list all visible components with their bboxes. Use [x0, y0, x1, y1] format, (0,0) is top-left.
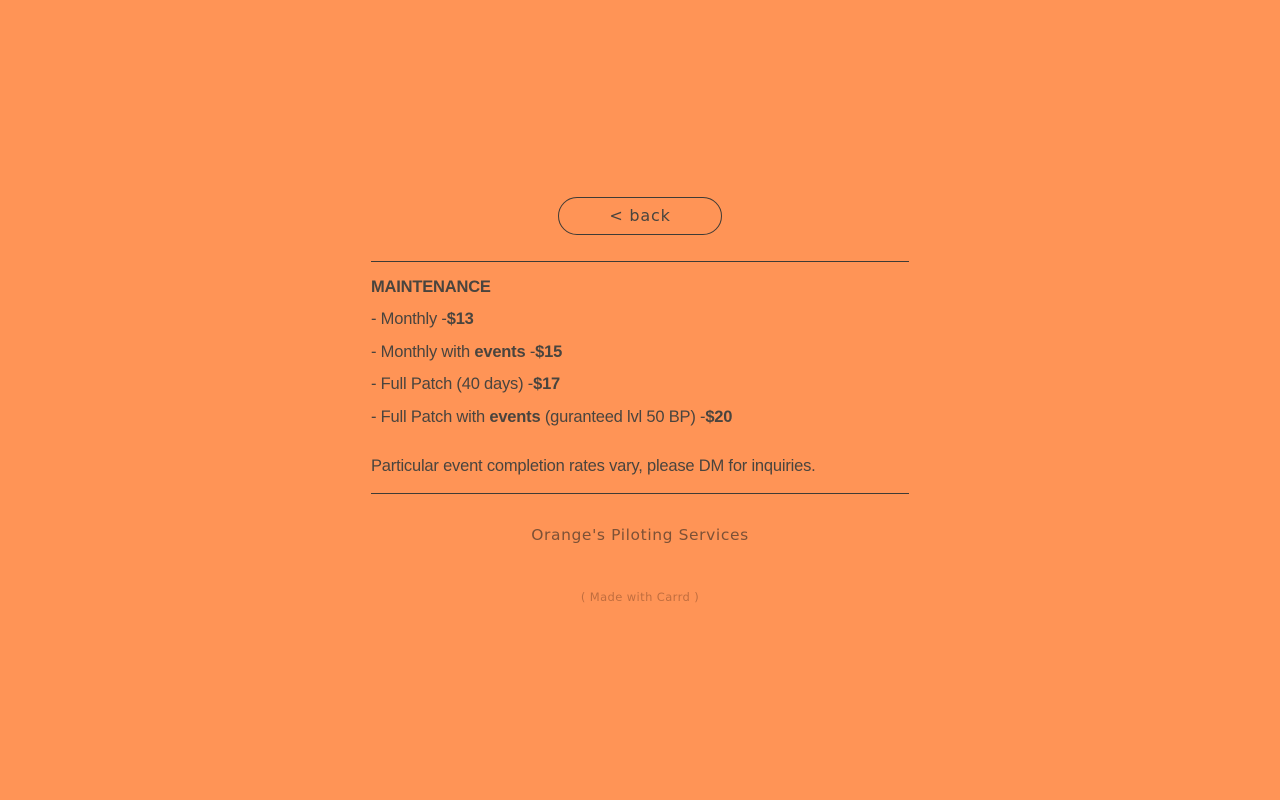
line-text: (guranteed lvl 50 BP) - [540, 407, 706, 426]
price-value: $20 [705, 407, 733, 426]
price-value: $15 [535, 342, 563, 361]
pricing-section [371, 262, 909, 493]
line-text: - Monthly - [371, 310, 447, 328]
price-value: $17 [533, 375, 561, 393]
price-value: $13 [446, 310, 474, 328]
site-title: Orange's Piloting Services [531, 525, 749, 544]
line-text: - [525, 342, 536, 361]
emphasis-text: events [489, 407, 541, 426]
line-text: - Monthly with [371, 342, 475, 361]
carrd-badge[interactable]: ( Made with Carrd ) [580, 589, 700, 604]
line-text: - Full Patch with [371, 407, 490, 426]
pricing-note: Particular event completion rates vary, please DM for inquiries. [371, 457, 816, 475]
pricing-line-monthly [371, 303, 909, 336]
pricing-line-full-patch-events [371, 401, 909, 434]
line-text: - Full Patch (40 days) - [371, 375, 534, 393]
pricing-line-full-patch [371, 368, 909, 401]
divider-bottom [371, 493, 909, 494]
content-column [371, 197, 909, 604]
emphasis-text: events [474, 342, 526, 361]
pricing-heading: MAINTENANCE [371, 277, 491, 296]
back-button[interactable]: < back [558, 197, 722, 235]
pricing-line-monthly-events [371, 336, 909, 369]
